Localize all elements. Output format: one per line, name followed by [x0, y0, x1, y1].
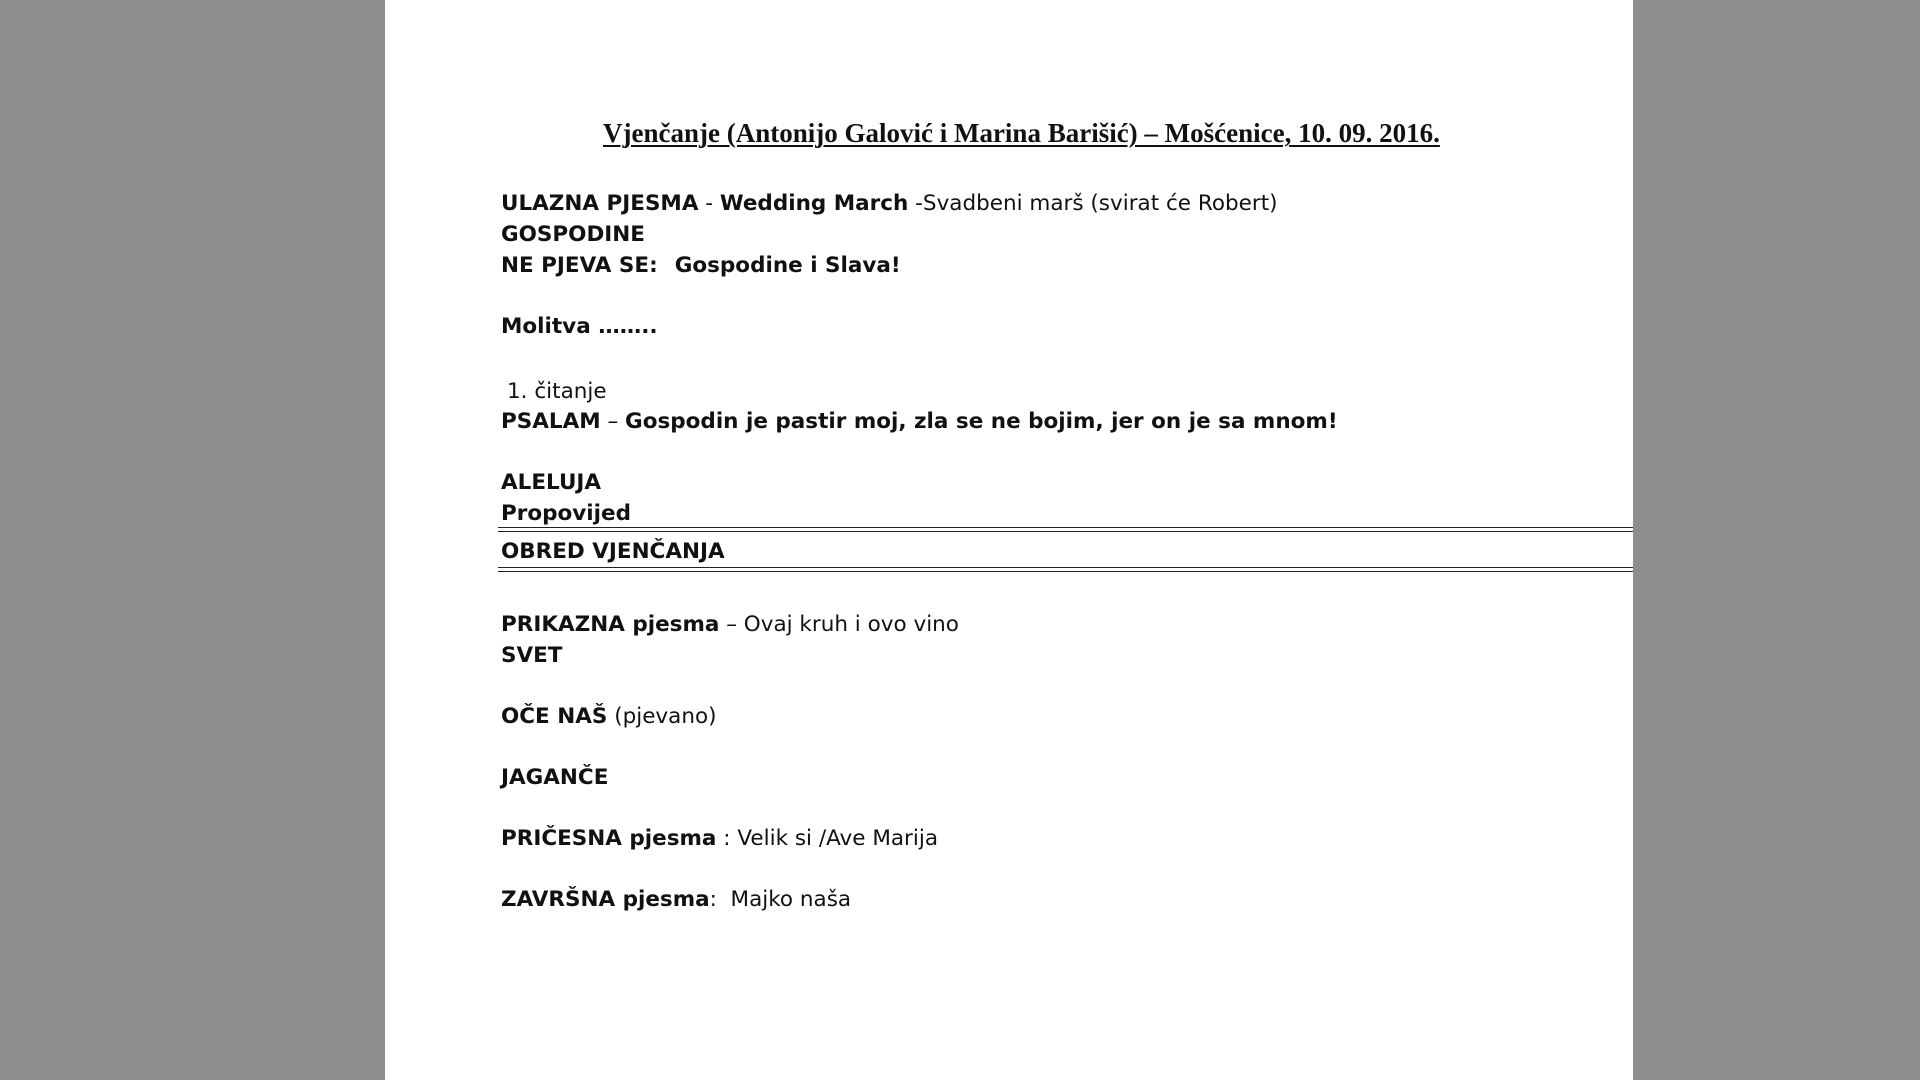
gloria-label: NE PJEVA SE:: [501, 253, 658, 278]
our-father-label: OČE NAŠ: [501, 704, 608, 729]
gloria-line: [501, 252, 901, 280]
entrance-song-line: [501, 190, 1278, 218]
document-page: [385, 0, 1633, 1080]
psalm-text: Gospodin je pastir moj, zla se ne bojim, jer on je sa mnom!: [625, 409, 1338, 434]
prayer-line: Molitva ……..: [501, 314, 658, 339]
closing-label: ZAVRŠNA pjesma: [501, 887, 710, 912]
rite-heading: OBRED VJENČANJA: [501, 539, 725, 564]
rite-top-divider: [498, 527, 1633, 532]
document-title: Vjenčanje (Antonijo Galović i Marina Barišić) – Mošćenice, 10. 09. 2016.: [603, 118, 1440, 148]
entrance-song-title: Wedding March: [719, 191, 909, 216]
homily-line: Propovijed: [501, 501, 632, 526]
alleluia-line: ALELUJA: [501, 470, 602, 495]
closing-line: [501, 886, 851, 914]
entrance-song-note: -Svadbeni marš (svirat će Robert): [908, 191, 1278, 216]
psalm-separator: –: [600, 409, 626, 434]
our-father-line: [501, 703, 717, 731]
first-reading-line: 1. čitanje: [507, 379, 607, 404]
communion-label: PRIČESNA pjesma: [501, 826, 717, 851]
our-father-note: (pjevano): [607, 704, 717, 729]
agnus-line: JAGANČE: [501, 765, 609, 790]
communion-song: : Velik si /Ave Marija: [716, 826, 939, 851]
rite-bottom-divider: [498, 567, 1633, 572]
kyrie-line: GOSPODINE: [501, 222, 645, 247]
gloria-value: Gospodine i Slava!: [674, 253, 901, 278]
offertory-song: – Ovaj kruh i ovo vino: [719, 612, 959, 637]
psalm-line: [501, 408, 1338, 436]
closing-song: : Majko naša: [709, 887, 852, 912]
psalm-label: PSALAM: [501, 409, 601, 434]
entrance-label: ULAZNA PJESMA: [501, 191, 699, 216]
sanctus-line: SVET: [501, 643, 563, 668]
communion-line: [501, 825, 938, 853]
offertory-line: [501, 611, 959, 639]
offertory-label: PRIKAZNA pjesma: [501, 612, 720, 637]
entrance-separator: -: [698, 191, 720, 216]
